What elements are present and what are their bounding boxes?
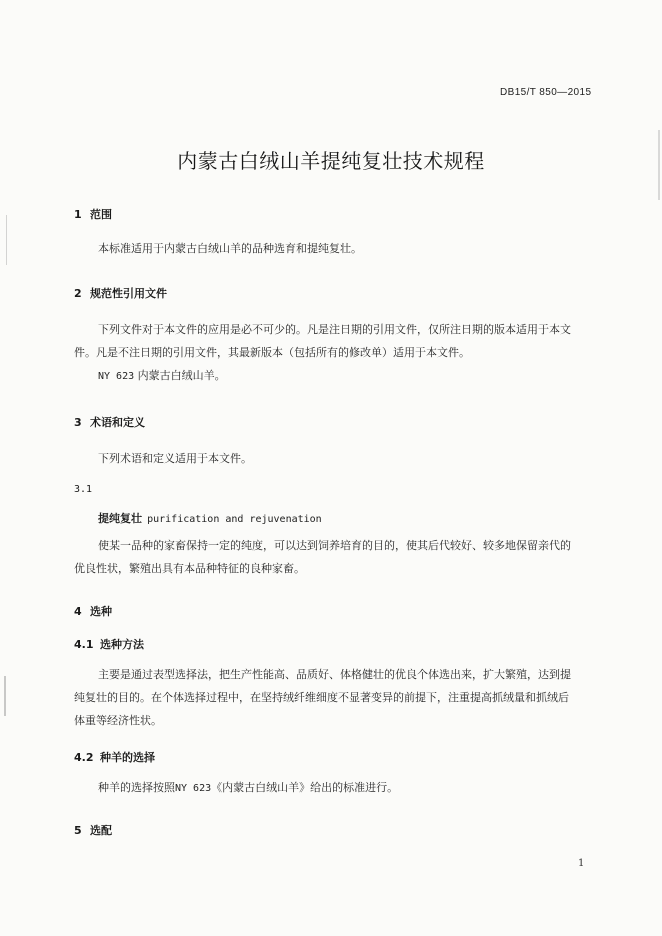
section-number: 4 bbox=[74, 605, 82, 618]
section-heading-3 bbox=[74, 414, 145, 430]
subsection-heading-4-2 bbox=[74, 749, 155, 765]
section-title: 范围 bbox=[90, 208, 112, 221]
section-number: 3 bbox=[74, 416, 82, 429]
section-number: 1 bbox=[74, 208, 82, 221]
section-heading-5 bbox=[74, 822, 112, 838]
section-heading-4 bbox=[74, 603, 112, 619]
section-title: 术语和定义 bbox=[90, 416, 145, 429]
section-heading-2 bbox=[74, 285, 167, 301]
section-3-paragraph: 下列术语和定义适用于本文件。 bbox=[98, 452, 252, 465]
subsection-number: 4.2 bbox=[74, 751, 94, 764]
subsection-heading-4-1 bbox=[74, 636, 144, 652]
section-1-paragraph: 本标准适用于内蒙古白绒山羊的品种选育和提纯复壮。 bbox=[98, 242, 362, 255]
document-title: 内蒙古白绒山羊提纯复壮技术规程 bbox=[177, 149, 485, 173]
section-2-paragraph: 下列文件对于本文件的应用是必不可少的。凡是注日期的引用文件，仅所注日期的版本适用于本文 件。凡是不注日期的引用文件，其最新版本（包括所有的修改单）适用于本文件。 NY 623 内蒙古白绒山羊。 bbox=[74, 323, 571, 382]
subsection-title: 选种方法 bbox=[100, 638, 144, 651]
subsection-4-1-paragraph: 主要是通过表型选择法，把生产性能高、品质好、体格健壮的优良个体选出来，扩大繁殖，达到提 纯复壮的目的。在个体选择过程中，在坚持绒纤维细度不显著变异的前提下，注重提高抓绒量和抓绒后 体重等经济性状。 bbox=[74, 668, 571, 727]
subsection-title: 种羊的选择 bbox=[100, 751, 155, 764]
reference-code: NY 623 bbox=[175, 783, 212, 794]
term-english: purification and rejuvenation bbox=[147, 514, 322, 525]
section-heading-1 bbox=[74, 206, 112, 222]
subsection-number: 3.1 bbox=[74, 484, 93, 495]
section-title: 选配 bbox=[90, 824, 112, 837]
scan-artifact bbox=[4, 676, 6, 716]
reference-code: NY 623 bbox=[98, 371, 135, 382]
term-definition: 使某一品种的家畜保持一定的纯度，可以达到饲养培育的目的，使其后代较好、较多地保留亲代的 优良性状，繁殖出具有本品种特征的良种家畜。 bbox=[74, 539, 571, 575]
term-entry bbox=[98, 507, 322, 526]
section-number: 2 bbox=[74, 287, 82, 300]
document-number: DB15/T 850—2015 bbox=[500, 87, 592, 98]
reference-title: 内蒙古白绒山羊。 bbox=[137, 369, 226, 382]
subsection-4-2-paragraph: 种羊的选择按照NY 623《内蒙古白绒山羊》给出的标准进行。 bbox=[98, 781, 399, 794]
page-number: 1 bbox=[578, 858, 585, 869]
section-number: 5 bbox=[74, 824, 82, 837]
scan-artifact bbox=[6, 215, 7, 265]
section-title: 规范性引用文件 bbox=[90, 287, 167, 300]
subsection-heading-3-1 bbox=[74, 482, 92, 495]
subsection-number: 4.1 bbox=[74, 638, 94, 651]
section-title: 选种 bbox=[90, 605, 112, 618]
term-chinese: 提纯复壮 bbox=[98, 512, 142, 525]
